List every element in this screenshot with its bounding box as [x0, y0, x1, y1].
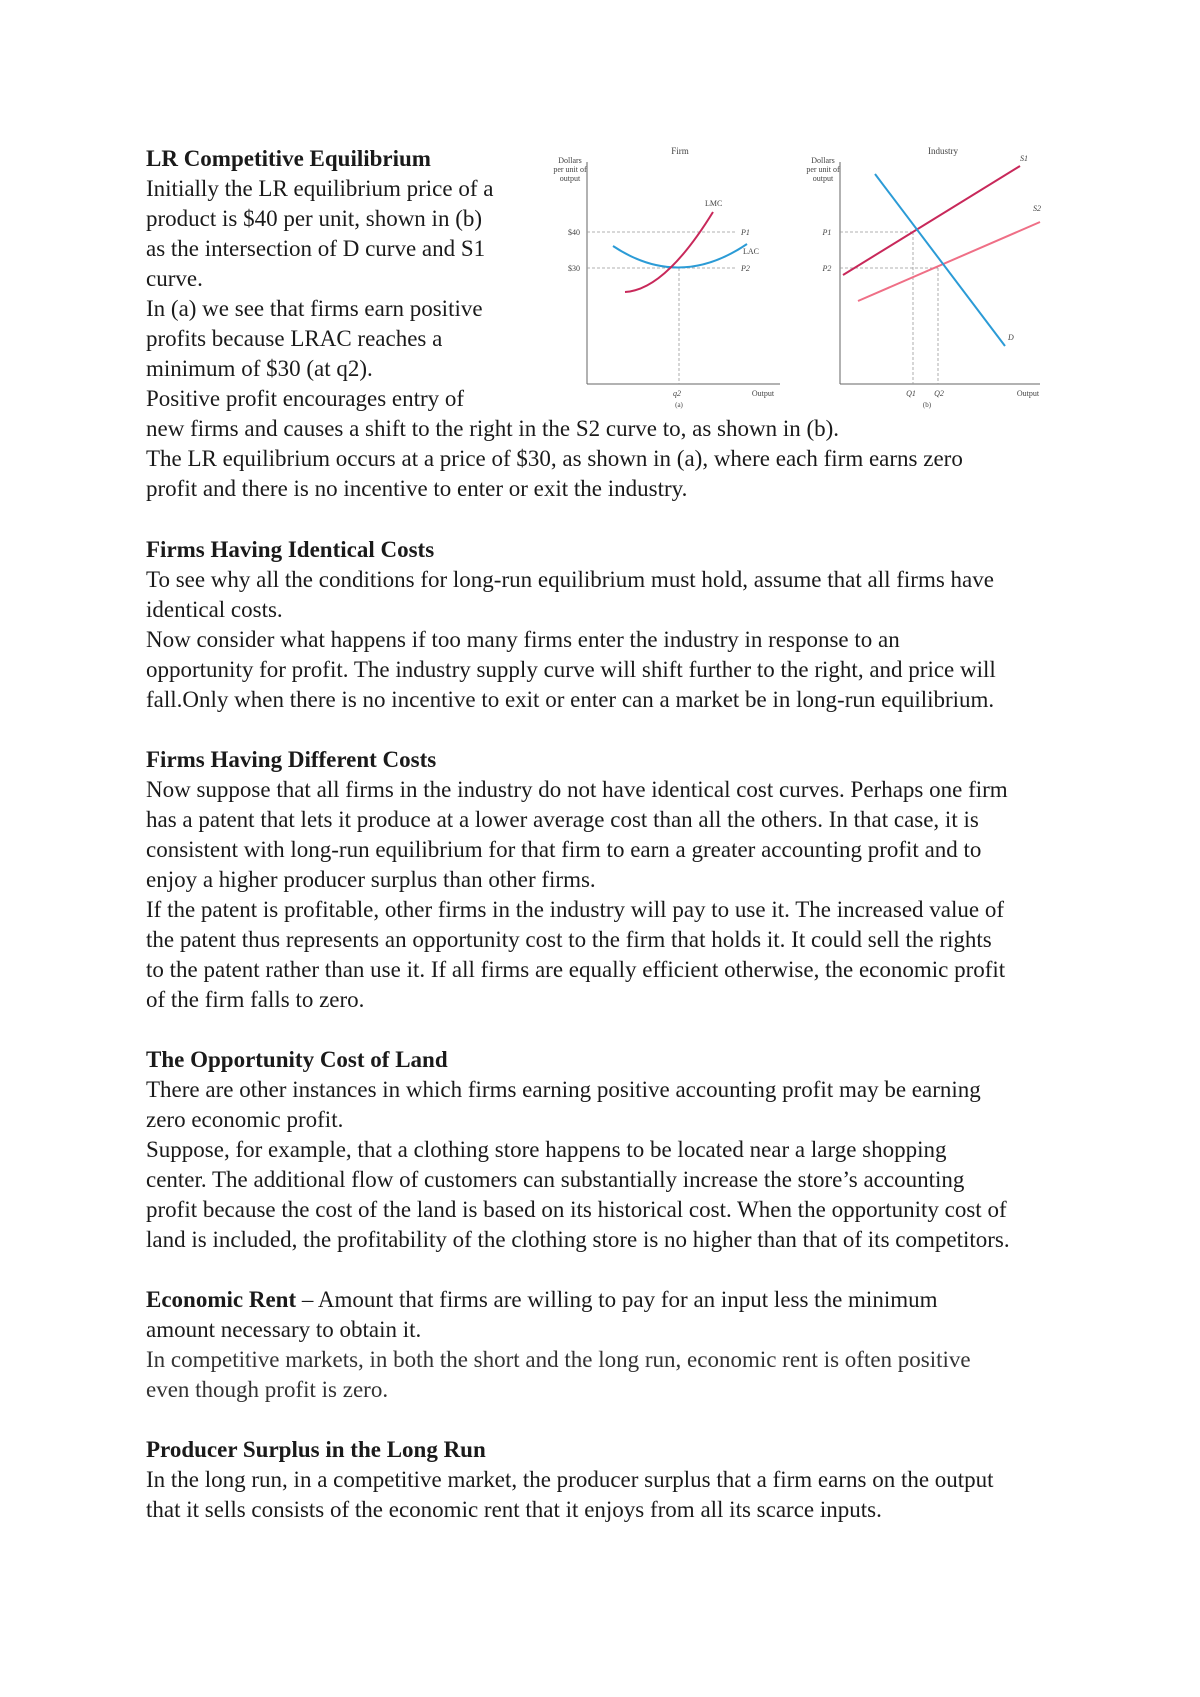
panel-b-ylabel: per unit of	[806, 165, 840, 174]
lmc-curve	[625, 212, 713, 292]
text-line: enjoy a higher producer surplus than other firms.	[146, 867, 596, 892]
q1-tick: Q1	[906, 389, 916, 398]
demand-label: D	[1008, 333, 1014, 342]
text-line: opportunity for profit. The industry supply curve will shift further to the right, and price will	[146, 657, 996, 682]
definition-line	[146, 1285, 1076, 1315]
text-line: The LR equilibrium occurs at a price of $30, as shown in (a), where each firm earns zero	[146, 446, 963, 471]
section-heading: Producer Surplus in the Long Run	[146, 1437, 486, 1462]
panel-b-industry	[806, 146, 1041, 409]
section-producer-surplus	[146, 1435, 1076, 1525]
text-line: profit and there is no incentive to enter or exit the industry.	[146, 476, 688, 501]
s2-curve	[858, 222, 1040, 301]
panel-a-caption: (a)	[675, 401, 683, 409]
panel-a-title: Firm	[671, 146, 689, 156]
text-line: Now consider what happens if too many firms enter the industry in response to an	[146, 627, 900, 652]
panel-b-caption: (b)	[922, 401, 932, 409]
lac-curve	[613, 244, 747, 268]
text-line: as the intersection of D curve and S1	[146, 236, 486, 261]
q2-tick: Q2	[934, 389, 944, 398]
text-line: In the long run, in a competitive market, the producer surplus that a firm earns on the output	[146, 1467, 994, 1492]
panel-a-ylabel: Dollars	[558, 156, 582, 165]
text-line: of the firm falls to zero.	[146, 987, 365, 1012]
text-line: Initially the LR equilibrium price of a	[146, 176, 494, 201]
section-economic-rent	[146, 1285, 1076, 1405]
section-opportunity-cost-land	[146, 1045, 1076, 1255]
panel-a-xlabel: Output	[751, 389, 775, 398]
section-heading: Firms Having Different Costs	[146, 747, 437, 772]
text-line: zero economic profit.	[146, 1107, 344, 1132]
text-line: identical costs.	[146, 597, 283, 622]
panel-b-ylabel: Dollars	[811, 156, 835, 165]
text-line: If the patent is profitable, other firms in the industry will pay to use it. The increased value of	[146, 897, 1005, 922]
text-line: the patent thus represents an opportunity cost to the firm that holds it. It could sell the rights	[146, 927, 992, 952]
text-line: consistent with long-run equilibrium for that firm to earn a greater accounting profit and to	[146, 837, 982, 862]
panel-b-xlabel: Output	[1016, 389, 1040, 398]
narrow-paragraph	[146, 174, 526, 414]
text-line: In (a) we see that firms earn positive	[146, 296, 483, 321]
section-different-costs	[146, 745, 1076, 1015]
lmc-label: LMC	[705, 199, 723, 208]
p2-label: P2	[822, 264, 832, 273]
text-line: minimum of $30 (at q2).	[146, 356, 373, 381]
price-tick-40: $40	[568, 228, 580, 237]
text-line: fall.Only when there is no incentive to exit or enter can a market be in long-run equilibrium.	[146, 687, 995, 712]
s2-label: S2	[1033, 204, 1041, 213]
text-line: profits because LRAC reaches a	[146, 326, 443, 351]
section-heading: The Opportunity Cost of Land	[146, 1047, 448, 1072]
section-identical-costs	[146, 535, 1076, 715]
text-line: profit because the cost of the land is based on its historical cost. When the opportunity cost of	[146, 1197, 1007, 1222]
s1-curve	[843, 166, 1020, 275]
text-line: even though profit is zero.	[146, 1377, 389, 1402]
p1-label: P1	[741, 228, 750, 237]
text-line: center. The additional flow of customers can substantially increase the store’s accounting	[146, 1167, 965, 1192]
text-line: land is included, the profitability of the clothing store is no higher than that of its competitors.	[146, 1227, 1010, 1252]
section-heading: LR Competitive Equilibrium	[146, 146, 431, 171]
text-line: that it sells consists of the economic rent that it enjoys from all its scarce inputs.	[146, 1497, 882, 1522]
panel-a-firm	[553, 146, 780, 409]
equilibrium-figure	[525, 140, 1050, 410]
lac-label: LAC	[743, 247, 759, 256]
text-line: Positive profit encourages entry of	[146, 386, 465, 411]
panel-a-ylabel: output	[559, 174, 581, 183]
section-heading: Economic Rent	[146, 1287, 297, 1312]
demand-curve	[875, 174, 1005, 346]
p1-label: P1	[822, 228, 832, 237]
text-line: amount necessary to obtain it.	[146, 1317, 422, 1342]
q2-tick: q2	[673, 389, 681, 398]
text-line: to the patent rather than use it. If all firms are equally efficient otherwise, the economic profit	[146, 957, 1006, 982]
text-line: Suppose, for example, that a clothing store happens to be located near a large shopping	[146, 1137, 947, 1162]
text-line: product is $40 per unit, shown in (b)	[146, 206, 483, 231]
panel-a-ylabel: per unit of	[553, 165, 587, 174]
definition-text: – Amount that firms are willing to pay for an input less the minimum	[296, 1287, 938, 1312]
p2-label: P2	[741, 264, 750, 273]
panel-b-ylabel: output	[812, 174, 834, 183]
text-line: Now suppose that all firms in the industry do not have identical cost curves. Perhaps one firm	[146, 777, 1008, 802]
text-line: has a patent that lets it produce at a lower average cost than all the others. In that case, it is	[146, 807, 979, 832]
section-heading: Firms Having Identical Costs	[146, 537, 435, 562]
text-line: There are other instances in which firms earning positive accounting profit may be earning	[146, 1077, 981, 1102]
text-line: To see why all the conditions for long-run equilibrium must hold, assume that all firms have	[146, 567, 994, 592]
text-line: new firms and causes a shift to the right in the S2 curve to, as shown in (b).	[146, 416, 840, 441]
text-line: curve.	[146, 266, 203, 291]
price-tick-30: $30	[568, 264, 580, 273]
s1-label: S1	[1020, 154, 1028, 163]
panel-b-title: Industry	[928, 146, 958, 156]
text-line: In competitive markets, in both the short and the long run, economic rent is often positive	[146, 1347, 971, 1372]
